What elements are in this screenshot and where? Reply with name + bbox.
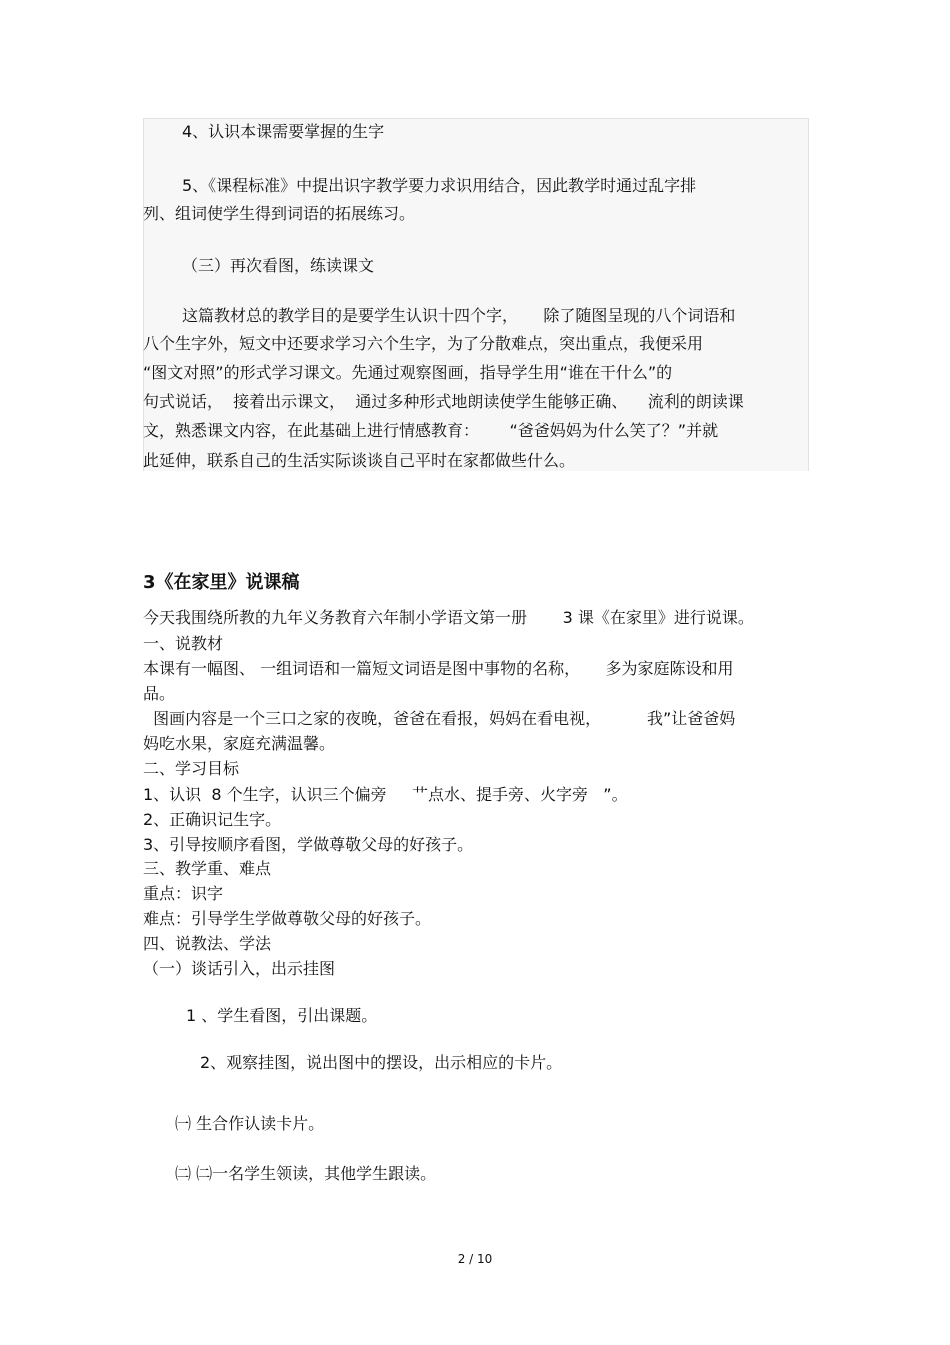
box-body-line: 句式说话， 接着出示课文， 通过多种形式地朗读使学生能够正确、 流利的朗读课: [143, 392, 744, 411]
list-item: 3、引导按顺序看图，学做尊敬父母的好孩子。: [143, 835, 474, 854]
article-line: 今天我围绕所教的九年义务教育六年制小学语文第一册 3 课《在家里》进行说课。: [143, 608, 754, 627]
article-line: 重点：识字: [143, 884, 224, 903]
box-body-line: 文，熟悉课文内容，在此基础上进行情感教育： “爸爸妈妈为什么笑了？”并就: [143, 421, 719, 440]
box-subheading: （三）再次看图，练读课文: [182, 256, 375, 275]
list-item: 2、正确识记生字。: [143, 810, 282, 829]
box-paragraph-2: 5、《课程标准》中提出识字教学要力求识用结合，因此教学时通过乱字排: [182, 176, 697, 195]
article-title: 3《在家里》说课稿: [143, 572, 300, 593]
article-line: 图画内容是一个三口之家的夜晚，爸爸在看报，妈妈在看电视， 我”让爸爸妈: [143, 709, 736, 728]
box-body-line: 这篇教材总的教学目的是要学生认识十四个字， 除了随图呈现的八个词语和: [182, 306, 736, 325]
box-body-line: “图文对照”的形式学习课文。先通过观察图画，指导学生用“谁在干什么”的: [143, 363, 673, 382]
article-line: 难点：引导学生学做尊敬父母的好孩子。: [143, 909, 432, 928]
box-body-line: 八个生字外，短文中还要求学习六个生字，为了分散难点，突出重点，我便采用: [143, 334, 704, 353]
list-item: 1、认识 8 个生字，认识三个偏旁 艹点水、提手旁、火字旁 ”。: [143, 785, 628, 804]
article-line: 品。: [143, 684, 176, 703]
list-item: ㈡ ㈡一名学生领读，其他学生跟读。: [175, 1164, 437, 1183]
box-paragraph-2-cont: 列、组词使学生得到词语的拓展练习。: [143, 204, 416, 223]
page-number: 2 / 10: [457, 1252, 493, 1266]
section-heading: 四、说教法、学法: [143, 934, 272, 953]
article-line: 本课有一幅图、 一组词语和一篇短文词语是图中事物的名称， 多为家庭陈设和用: [143, 659, 734, 678]
section-heading: 一、说教材: [143, 634, 224, 653]
article-line: 妈吃水果，家庭充满温馨。: [143, 734, 336, 753]
highlighted-text-box: [143, 118, 809, 471]
box-paragraph-1: 4、认识本课需要掌握的生字: [182, 122, 385, 141]
subsection-heading: （一）谈话引入，出示挂图: [143, 959, 336, 978]
section-heading: 三、教学重、难点: [143, 859, 272, 878]
list-item: 2、观察挂图，说出图中的摆设，出示相应的卡片。: [200, 1053, 563, 1072]
section-heading: 二、学习目标: [143, 759, 240, 778]
list-item: ㈠ 生合作认读卡片。: [175, 1114, 325, 1133]
list-item: 1 、学生看图，引出课题。: [186, 1006, 378, 1025]
box-body-line: 此延伸，联系自己的生活实际谈谈自己平时在家都做些什么。: [143, 451, 576, 470]
